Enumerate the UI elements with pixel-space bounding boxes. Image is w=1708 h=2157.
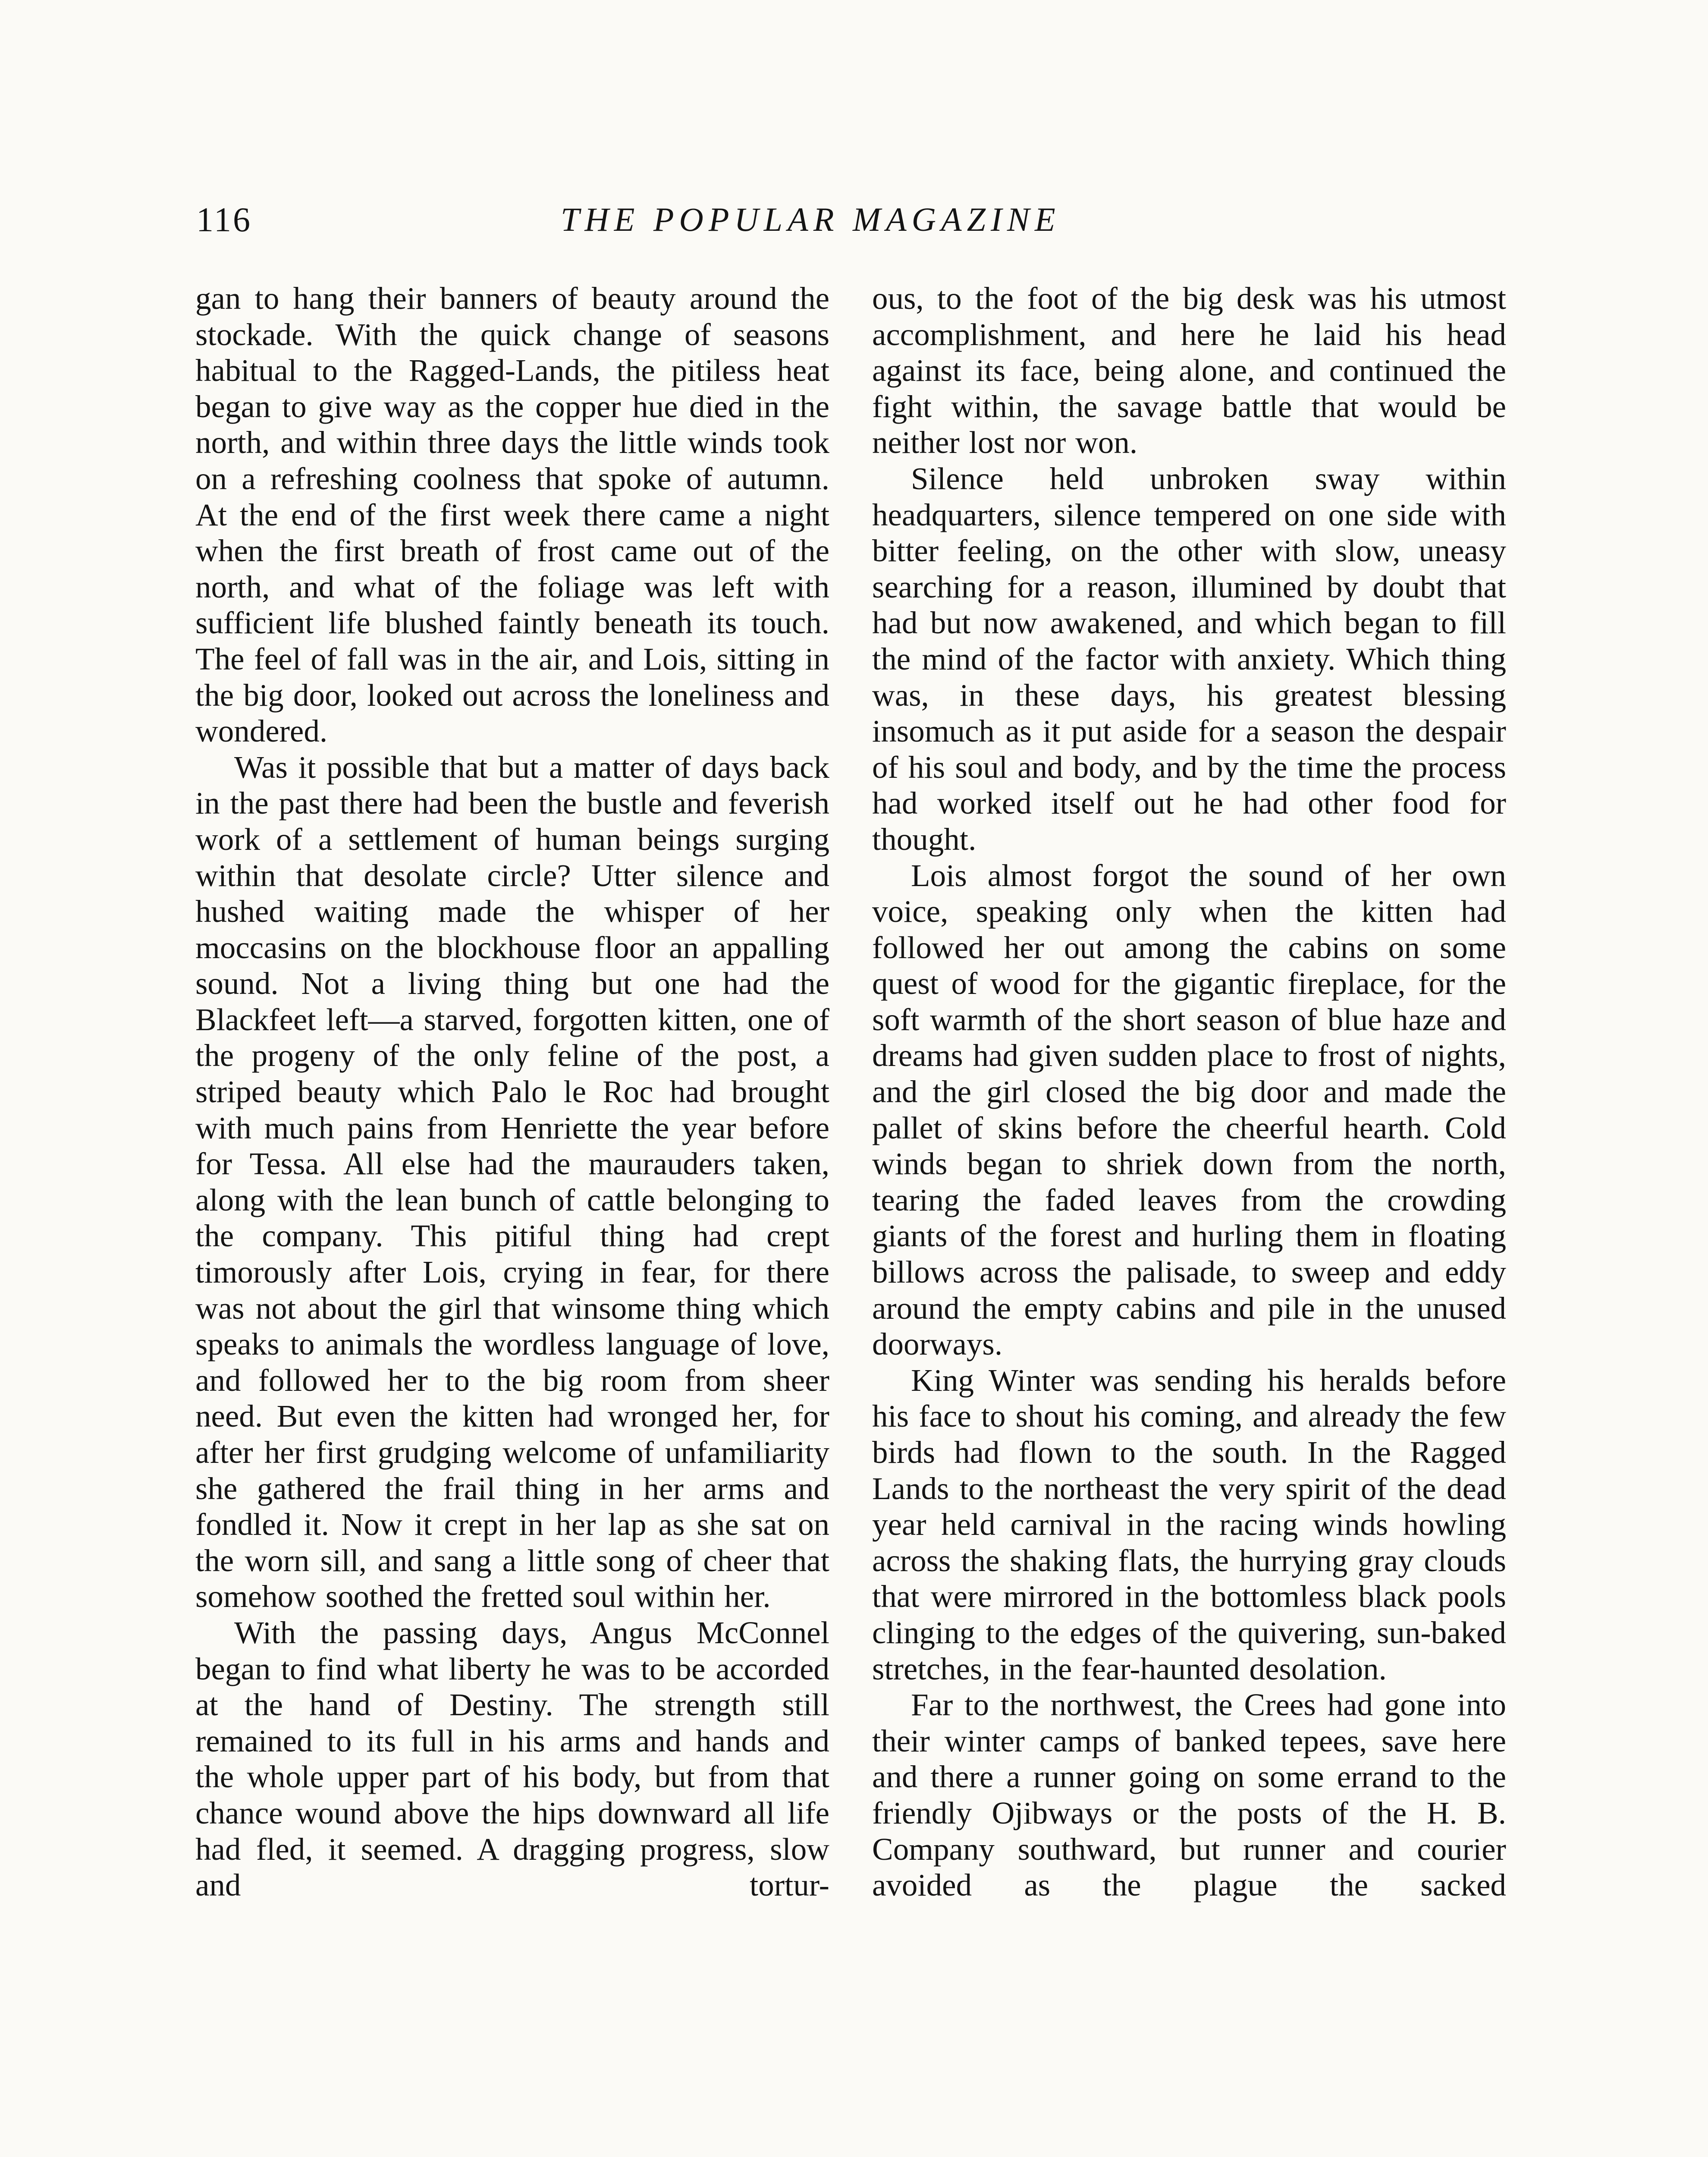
page-number: 116: [196, 201, 252, 239]
paragraph: Silence held unbroken sway within headquarters, silence tempered on one side with bitter feeling, on the other with slow, uneasy searching for a reason, illumined by doubt that had but now awakened, and which began to fill the mind of the factor with anxiety. Which thing was, in these days, his greatest blessing insomuch as it put aside for a season the despair of his soul and body, and by the time the process had worked itself out he had other food for thought.: [872, 461, 1506, 857]
paragraph: With the passing days, Angus McConnel began to find what liberty he was to be accorded at the hand of Destiny. The strength still remained to its full in his arms and hands and the whole upper part of his body, but from that chance wound above the hips downward all life had fled, it seemed. A dragging progress, slow and tortur-: [195, 1615, 829, 1903]
paragraph: Far to the northwest, the Crees had gone into their winter camps of banked tepees, save here and there a runner going on some errand to the friendly Ojibways or the posts of the H. B. Company southward, but runner and courier avoided as the plague the sacked: [872, 1687, 1506, 1903]
paragraph: ous, to the foot of the big desk was his utmost accomplishment, and here he laid his head against its face, being alone, and continued the fight within, the savage battle that would be neither lost nor won.: [872, 281, 1506, 460]
right-column: [872, 280, 1506, 1903]
paragraph: Was it possible that but a matter of days back in the past there had been the bustle and feverish work of a settlement of human beings surging within that desolate circle? Utter silence and hushed waiting made the whisper of her moccasins on the blockhouse floor an appalling sound. Not a living thing but one had the Blackfeet left—a starved, forgotten kitten, one of the progeny of the only feline of the post, a striped beauty which Palo le Roc had brought with much pains from Henriette the year before for Tessa. All else had the maurauders taken, along with the lean bunch of cattle belonging to the company. This pitiful thing had crept timorously after Lois, crying in fear, for there was not about the girl that winsome thing which speaks to animals the wordless language of love, and followed her to the big room from sheer need. But even the kitten had wronged her, for after her first grudging welcome of unfamiliarity she gathered the frail thing in her arms and fondled it. Now it crept in her lap as she sat on the worn sill, and sang a little song of cheer that somehow soothed the fretted soul within her.: [195, 749, 829, 1614]
paragraph: gan to hang their banners of beauty around the stockade. With the quick change of seasons habitual to the Ragged-Lands, the pitiless heat began to give way as the copper hue died in the north, and within three days the little winds took on a refreshing coolness that spoke of autumn. At the end of the first week there came a night when the first breath of frost came out of the north, and what of the foliage was left with sufficient life blushed faintly beneath its touch. The feel of fall was in the air, and Lois, sitting in the big door, looked out across the loneliness and wondered.: [195, 281, 829, 749]
paragraph: Lois almost forgot the sound of her own voice, speaking only when the kitten had followed her out among the cabins on some quest of wood for the gigantic fireplace, for the soft warmth of the short season of blue haze and dreams had given sudden place to frost of nights, and the girl closed the big door and made the pallet of skins before the cheerful hearth. Cold winds began to shriek down from the north, tearing the faded leaves from the crowding giants of the forest and hurling them in floating billows across the palisade, to sweep and eddy around the empty cabins and pile in the unused doorways.: [872, 858, 1506, 1362]
left-column: [195, 280, 829, 1903]
paragraph: King Winter was sending his heralds before his face to shout his coming, and already the few birds had flown to the south. In the Ragged Lands to the northeast the very spirit of the dead year held carnival in the racing winds howling across the shaking flats, the hurrying gray clouds that were mirrored in the bottomless black pools clinging to the edges of the quivering, sun-baked stretches, in the fear-haunted desolation.: [872, 1362, 1506, 1686]
running-head: THE POPULAR MAGAZINE: [561, 201, 1061, 238]
